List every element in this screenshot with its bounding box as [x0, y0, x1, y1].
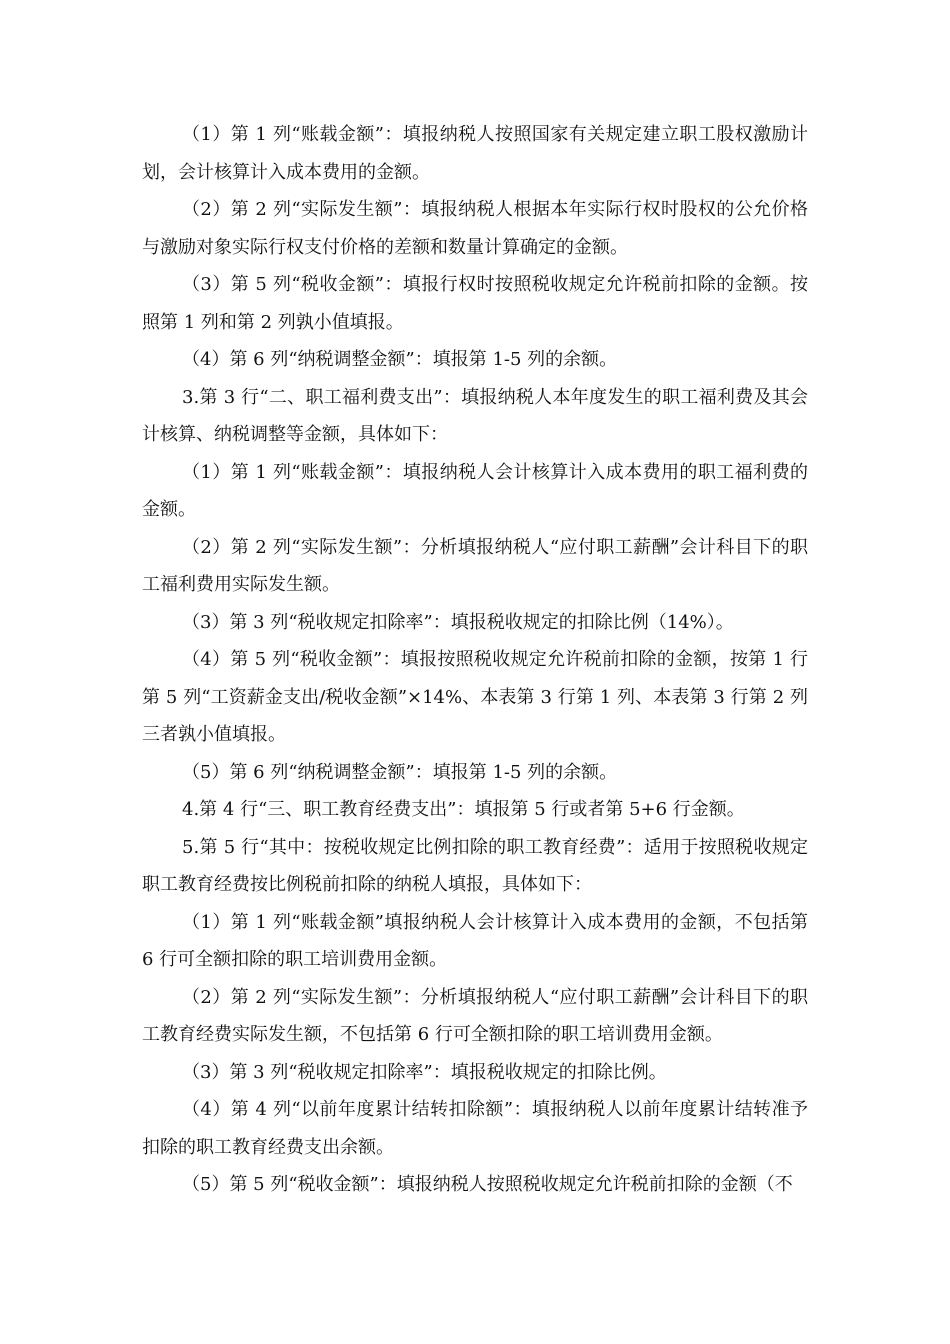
paragraph: （1）第 1 列“账载金额”填报纳税人会计核算计入成本费用的金额，不包括第 6 行可全额扣除的职工培训费用金额。	[142, 911, 808, 970]
paragraph: （2）第 2 列“实际发生额”：分析填报纳税人“应付职工薪酬”会计科目下的职工福利费用实际发生额。	[142, 536, 808, 595]
document-body	[142, 116, 808, 1204]
paragraph: （3）第 3 列“税收规定扣除率”：填报税收规定的扣除比例（14%）。	[182, 611, 734, 633]
paragraph: （4）第 4 列“以前年度累计结转扣除额”：填报纳税人以前年度累计结转准予扣除的职工教育经费支出余额。	[142, 1099, 808, 1158]
paragraph: （4）第 5 列“税收金额”：填报按照税收规定允许税前扣除的金额，按第 1 行第 5 列“工资薪金支出/税收金额”×14%、本表第 3 行第 1 列、本表第 3 行第 2 列三者孰小值填报。	[142, 649, 808, 745]
paragraph: （3）第 3 列“税收规定扣除率”：填报税收规定的扣除比例。	[182, 1061, 667, 1083]
paragraph: （2）第 2 列“实际发生额”：分析填报纳税人“应付职工薪酬”会计科目下的职工教育经费实际发生额，不包括第 6 行可全额扣除的职工培训费用金额。	[142, 986, 808, 1045]
paragraph: （4）第 6 列“纳税调整金额”：填报第 1-5 列的余额。	[182, 349, 618, 370]
paragraph: 4.第 4 行“三、职工教育经费支出”：填报第 5 行或者第 5+6 行金额。	[182, 799, 745, 820]
paragraph: （5）第 5 列“税收金额”：填报纳税人按照税收规定允许税前扣除的金额（不	[182, 1174, 793, 1195]
paragraph: （1）第 1 列“账载金额”：填报纳税人会计核算计入成本费用的职工福利费的金额。	[142, 461, 808, 520]
paragraph: （1）第 1 列“账载金额”：填报纳税人按照国家有关规定建立职工股权激励计划，会计核算计入成本费用的金额。	[142, 124, 808, 183]
paragraph: （2）第 2 列“实际发生额”：填报纳税人根据本年实际行权时股权的公允价格与激励对象实际行权支付价格的差额和数量计算确定的金额。	[142, 199, 808, 258]
paragraph: （5）第 6 列“纳税调整金额”：填报第 1-5 列的余额。	[182, 761, 618, 783]
paragraph: （3）第 5 列“税收金额”：填报行权时按照税收规定允许税前扣除的金额。按照第 1 列和第 2 列孰小值填报。	[142, 274, 808, 333]
paragraph: 3.第 3 行“二、职工福利费支出”：填报纳税人本年度发生的职工福利费及其会计核算、纳税调整等金额，具体如下：	[142, 386, 808, 445]
paragraph: 5.第 5 行“其中：按税收规定比例扣除的职工教育经费”：适用于按照税收规定职工教育经费按比例税前扣除的纳税人填报，具体如下：	[142, 836, 808, 895]
